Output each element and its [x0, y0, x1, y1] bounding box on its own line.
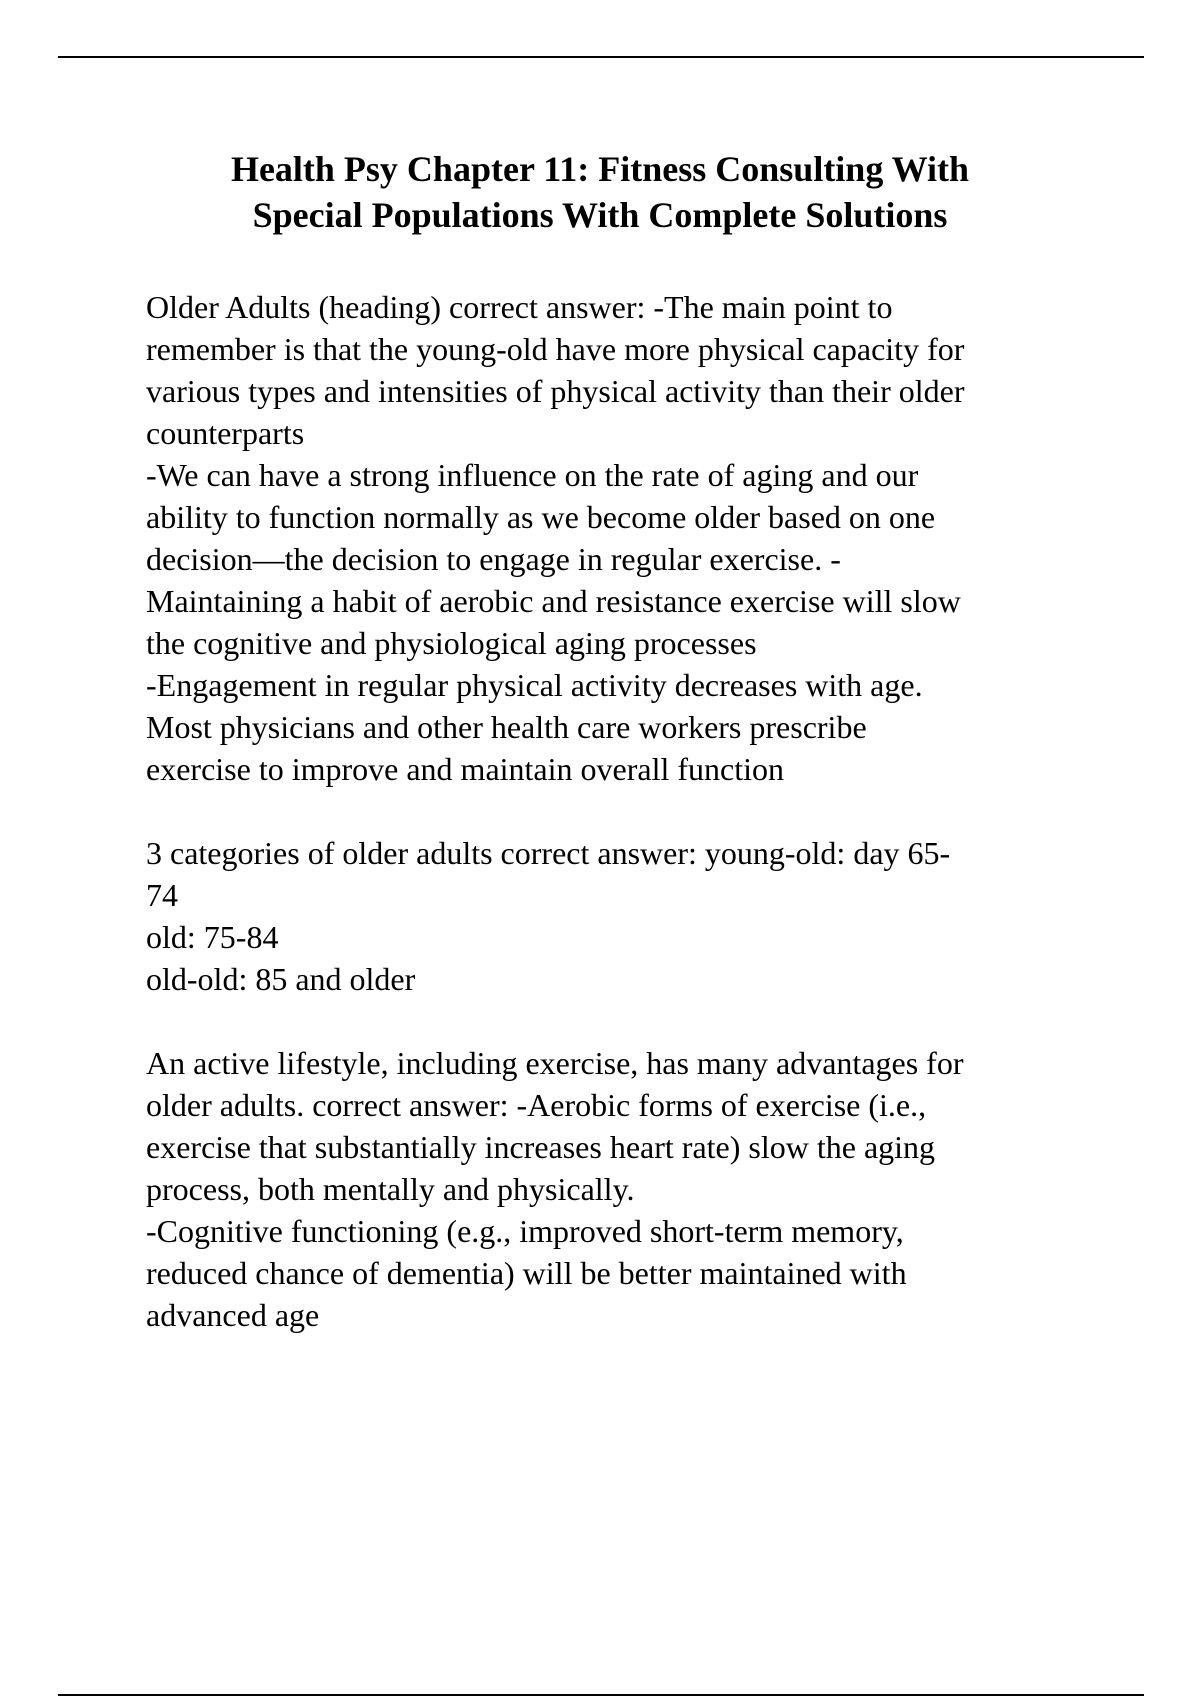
- text-line: Most physicians and other health care workers prescribe: [146, 709, 867, 745]
- document-body: [146, 286, 1086, 1378]
- title-line: Health Psy Chapter 11: Fitness Consulting With: [230, 149, 970, 189]
- text-line: -Engagement in regular physical activity decreases with age.: [146, 667, 923, 703]
- text-line: the cognitive and physiological aging processes: [146, 625, 757, 661]
- text-line: ability to function normally as we become older based on one: [146, 499, 936, 535]
- text-line: process, both mentally and physically.: [146, 1171, 635, 1207]
- bottom-divider: [58, 1694, 1144, 1696]
- text-line: remember is that the young-old have more physical capacity for: [146, 331, 965, 367]
- text-line: reduced chance of dementia) will be better maintained with: [146, 1255, 907, 1291]
- qa-entry-categories: [146, 832, 1086, 1000]
- text-line: 3 categories of older adults correct answer: young-old: day 65-: [146, 835, 951, 871]
- text-line: 74: [146, 877, 178, 913]
- text-line: -Cognitive functioning (e.g., improved short-term memory,: [146, 1213, 904, 1249]
- text-line: exercise to improve and maintain overall function: [146, 751, 784, 787]
- text-line: Maintaining a habit of aerobic and resistance exercise will slow: [146, 583, 961, 619]
- text-line: old: 75-84: [146, 919, 279, 955]
- text-line: various types and intensities of physical activity than their older: [146, 373, 965, 409]
- text-line: older adults. correct answer: -Aerobic forms of exercise (i.e.,: [146, 1087, 927, 1123]
- text-line: decision—the decision to engage in regular exercise. -: [146, 541, 841, 577]
- document-title: [100, 146, 1100, 238]
- text-line: counterparts: [146, 415, 305, 451]
- top-divider: [58, 56, 1144, 58]
- text-line: Older Adults (heading) correct answer: -The main point to: [146, 289, 893, 325]
- qa-entry-older-adults: [146, 286, 1086, 790]
- text-line: -We can have a strong influence on the rate of aging and our: [146, 457, 919, 493]
- title-line: Special Populations With Complete Solutions: [252, 195, 948, 235]
- text-line: An active lifestyle, including exercise, has many advantages for: [146, 1045, 964, 1081]
- text-line: advanced age: [146, 1297, 320, 1333]
- text-line: exercise that substantially increases heart rate) slow the aging: [146, 1129, 936, 1165]
- text-line: old-old: 85 and older: [146, 961, 416, 997]
- qa-entry-active-lifestyle: [146, 1042, 1086, 1336]
